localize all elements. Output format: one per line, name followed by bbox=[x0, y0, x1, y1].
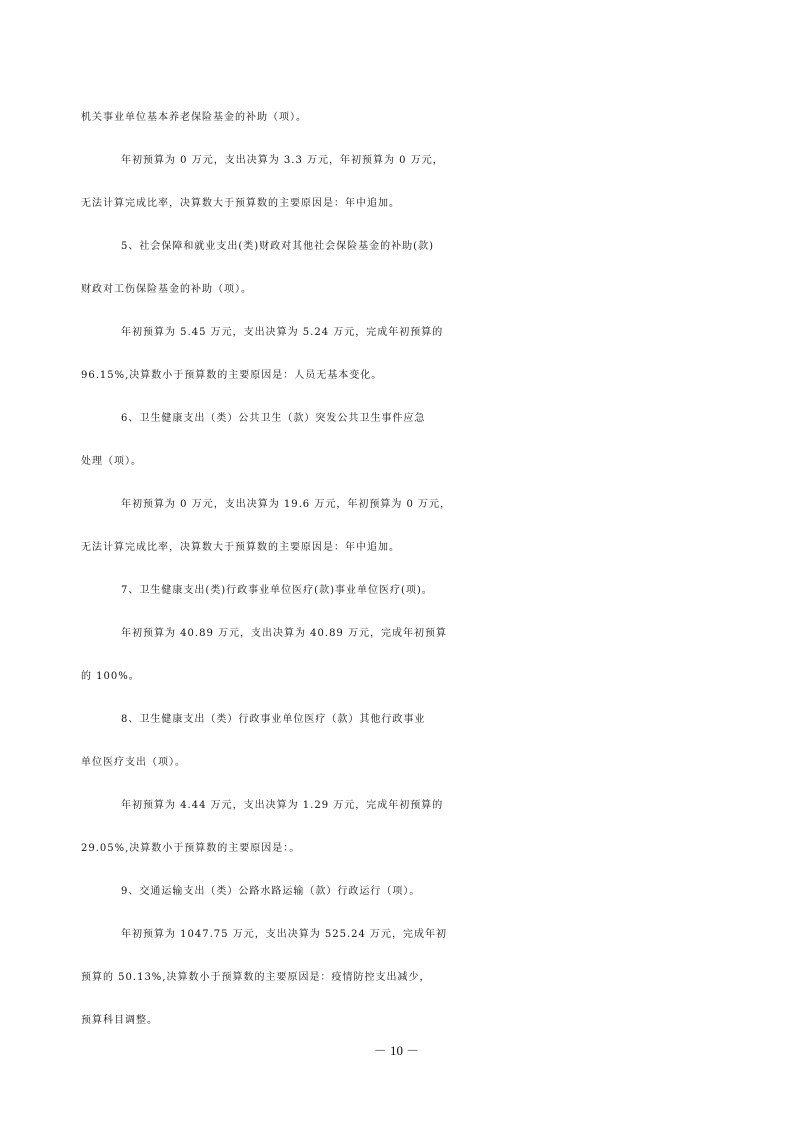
text-line: 处理（项）。 bbox=[81, 456, 142, 467]
text-line: 9、交通运输支出（类）公路水路运输（款）行政运行（项）。 bbox=[121, 886, 421, 897]
text-line: 7、卫生健康支出(类)行政事业单位医疗(款)事业单位医疗(项)。 bbox=[121, 585, 433, 596]
text-line: 财政对工伤保险基金的补助（项）。 bbox=[81, 284, 252, 295]
text-line: 年初预算为 4.44 万元，支出决算为 1.29 万元，完成年初预算的 bbox=[121, 800, 444, 811]
text-line: 机关事业单位基本养老保险基金的补助（项）。 bbox=[81, 112, 307, 123]
text-line: 8、卫生健康支出（类）行政事业单位医疗（款）其他行政事业 bbox=[121, 714, 426, 725]
text-line: 无法计算完成比率，决算数大于预算数的主要原因是：年中追加。 bbox=[81, 198, 400, 209]
text-line: 29.05%,决算数小于预算数的主要原因是：。 bbox=[81, 843, 301, 854]
text-line: 5、社会保障和就业支出(类)财政对其他社会保险基金的补助(款) bbox=[121, 241, 434, 252]
text-line: 年初预算为 5.45 万元，支出决算为 5.24 万元，完成年初预算的 bbox=[121, 327, 444, 338]
text-line: 年初预算为 0 万元，支出决算为 3.3 万元，年初预算为 0 万元， bbox=[121, 155, 444, 166]
text-line: 预算的 50.13%,决算数小于预算数的主要原因是：疫情防控支出减少， bbox=[81, 972, 431, 983]
page-number: － 10 － bbox=[373, 1043, 420, 1058]
text-line: 的 100%。 bbox=[81, 671, 140, 682]
text-line: 预算科目调整。 bbox=[81, 1015, 158, 1026]
text-line: 年初预算为 0 万元，支出决算为 19.6 万元，年初预算为 0 万元， bbox=[121, 499, 452, 510]
text-line: 单位医疗支出（项）。 bbox=[81, 757, 186, 768]
text-line: 年初预算为 40.89 万元，支出决算为 40.89 万元，完成年初预算 bbox=[121, 628, 447, 639]
text-line: 96.15%,决算数小于预算数的主要原因是：人员无基本变化。 bbox=[81, 370, 383, 381]
text-line: 6、卫生健康支出（类）公共卫生（款）突发公共卫生事件应急 bbox=[121, 413, 426, 424]
text-line: 无法计算完成比率，决算数大于预算数的主要原因是：年中追加。 bbox=[81, 542, 400, 553]
text-line: 年初预算为 1047.75 万元，支出决算为 525.24 万元，完成年初 bbox=[121, 929, 448, 940]
